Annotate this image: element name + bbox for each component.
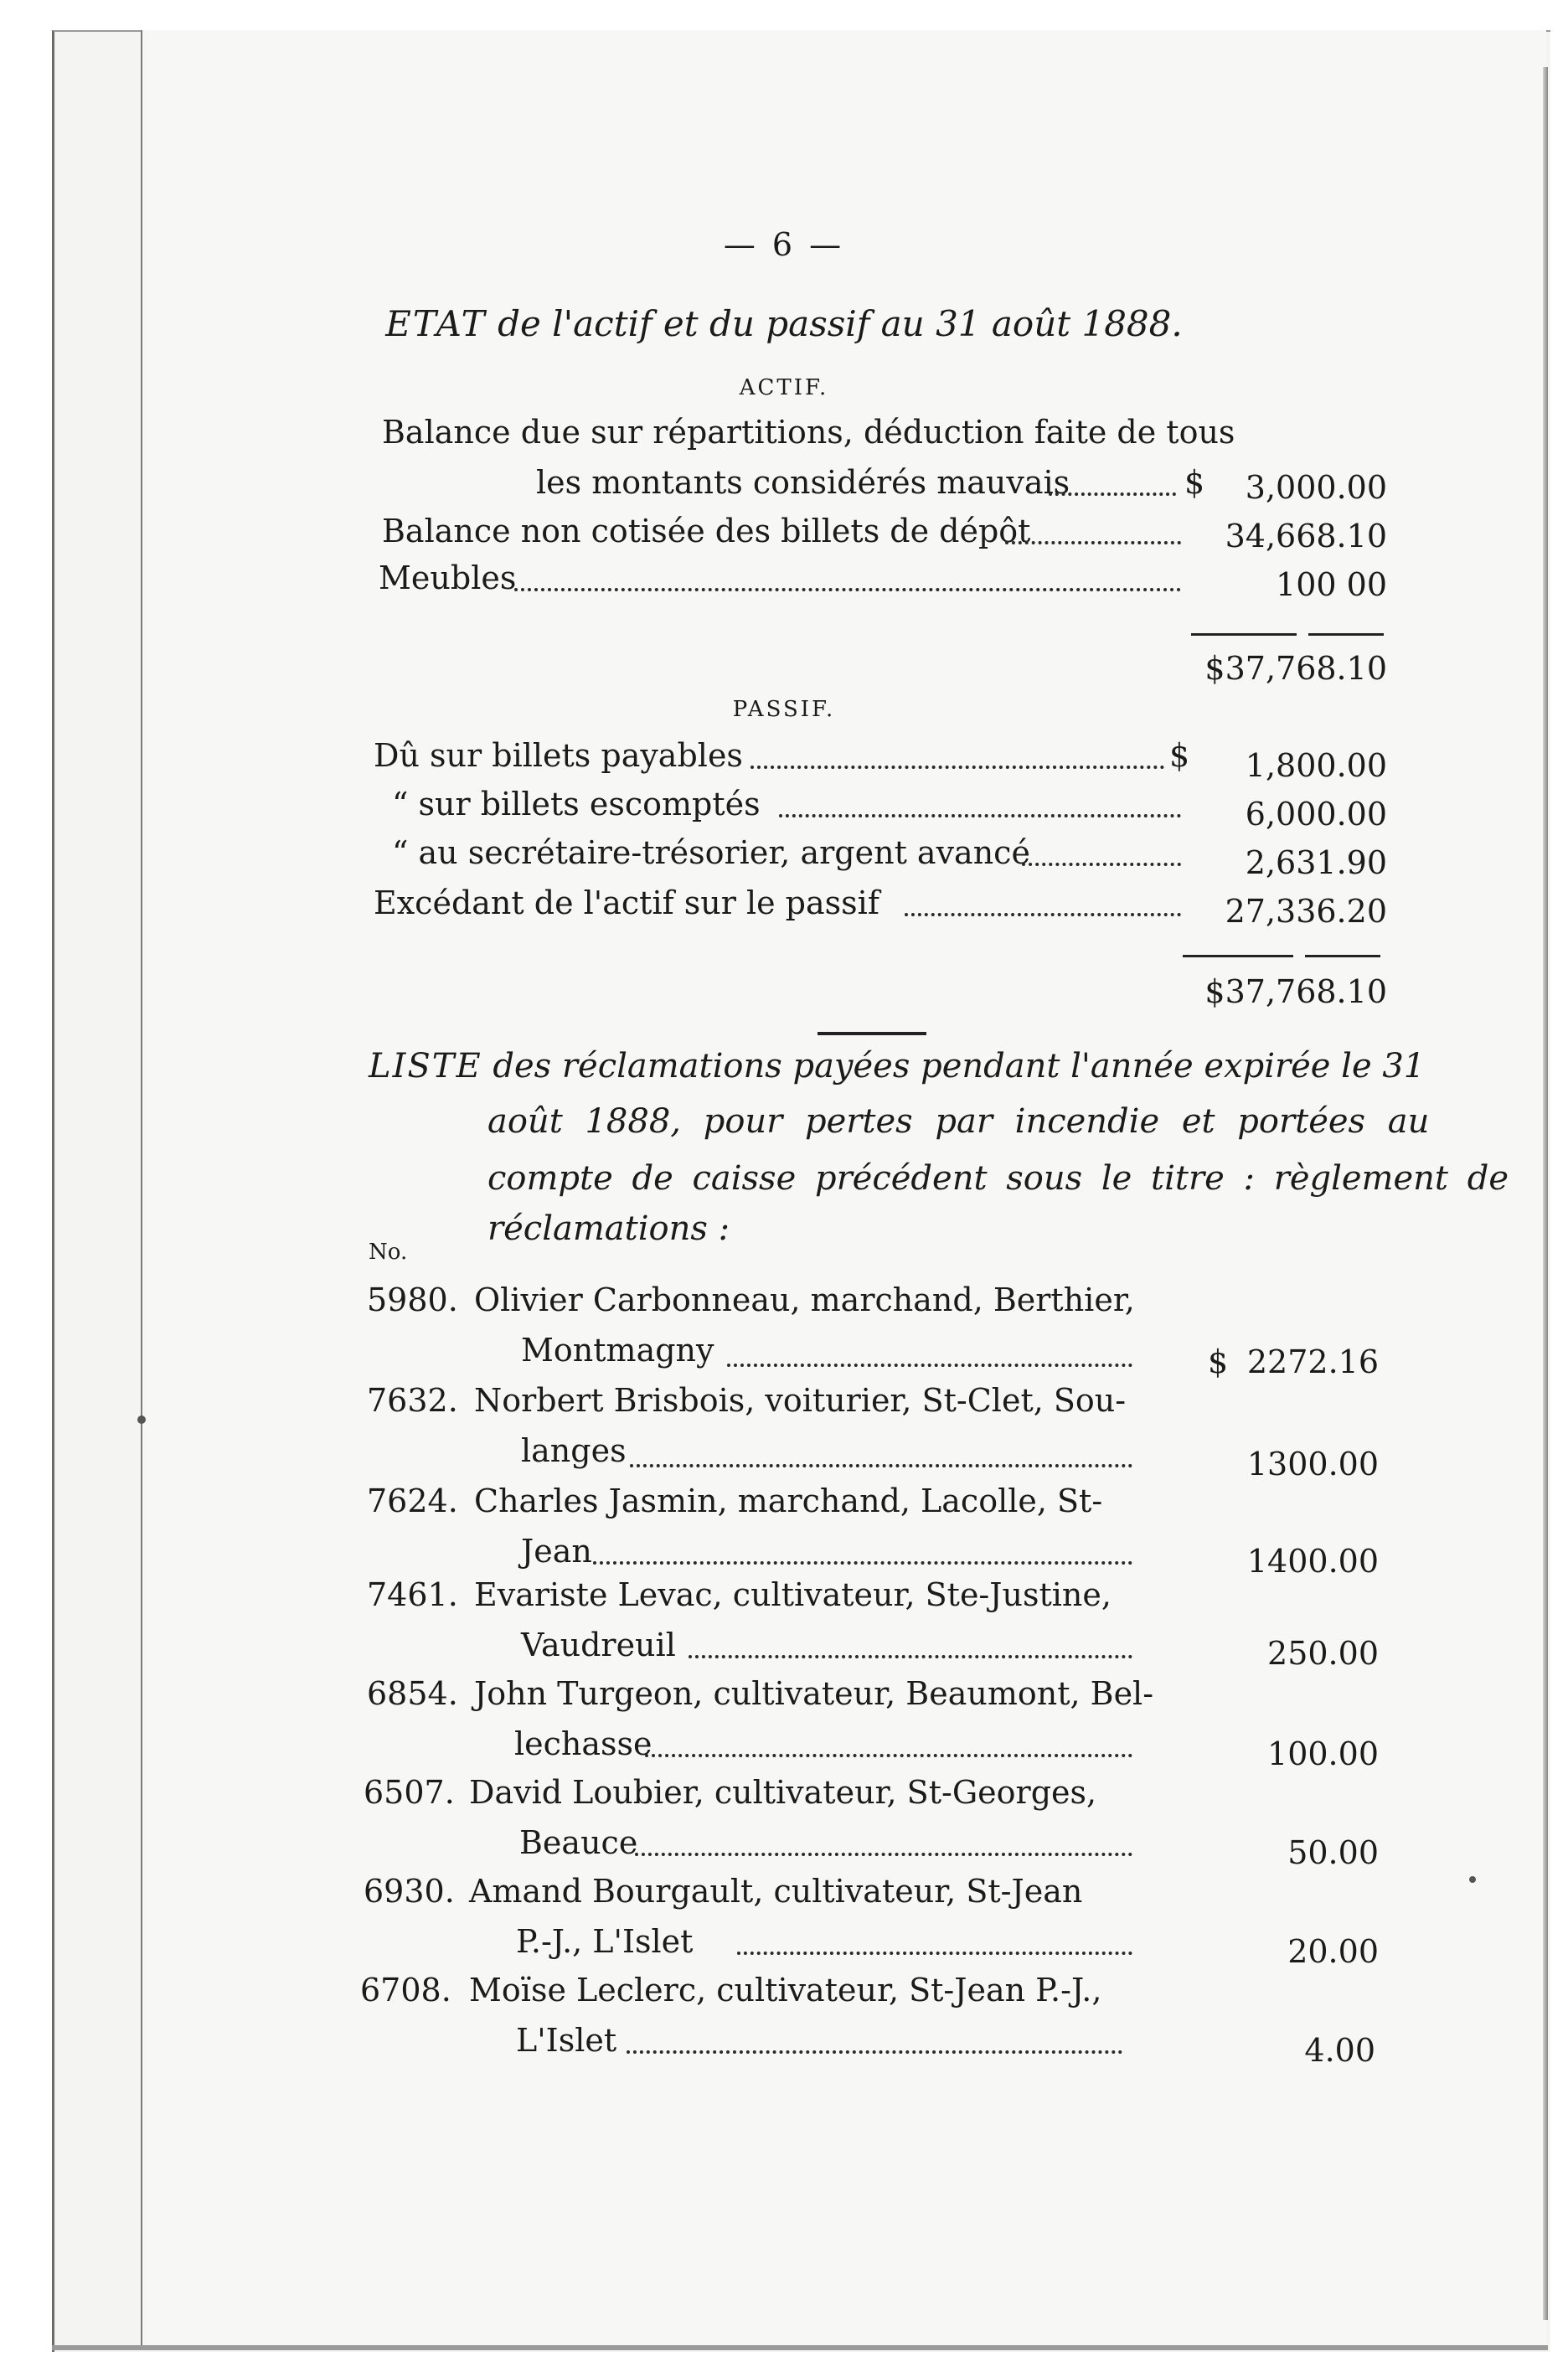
claim-amount: 1400.00 bbox=[1246, 1543, 1379, 1580]
claim-number: 6507. bbox=[364, 1774, 455, 1811]
passif-item-2-label: “ sur billets escomptés bbox=[392, 786, 761, 822]
passif-total: $37,768.10 bbox=[1204, 973, 1387, 1010]
liste-line-1 bbox=[369, 1047, 1425, 1085]
passif-item-4-amount: 27,336.20 bbox=[1225, 893, 1387, 930]
leader-dots bbox=[905, 913, 1181, 916]
claim-number: 5980. bbox=[367, 1281, 458, 1318]
claim-line-1: Moïse Leclerc, cultivateur, St-Jean P.-J., bbox=[469, 1972, 1102, 2008]
passif-item-1-label: Dû sur billets payables bbox=[374, 737, 743, 774]
claim-number: 7461. bbox=[367, 1576, 458, 1613]
claim-line-2: P.-J., L'Islet bbox=[516, 1923, 694, 1960]
section-divider bbox=[818, 1032, 926, 1035]
total-rule bbox=[1308, 633, 1384, 636]
claim-number: 7624. bbox=[367, 1482, 458, 1519]
claim-number: 7632. bbox=[367, 1382, 458, 1419]
no-column-label: No. bbox=[369, 1240, 408, 1265]
claim-line-2: Vaudreuil bbox=[521, 1627, 676, 1663]
actif-total: $37,768.10 bbox=[1204, 650, 1387, 687]
passif-item-4-label: Excédant de l'actif sur le passif bbox=[374, 884, 879, 921]
total-rule bbox=[1305, 955, 1380, 957]
leader-dots bbox=[635, 1853, 1132, 1856]
claim-line-1: Amand Bourgault, cultivateur, St-Jean bbox=[469, 1873, 1083, 1910]
claim-amount: 250.00 bbox=[1267, 1635, 1379, 1672]
passif-item-3-amount: 2,631.90 bbox=[1245, 844, 1387, 881]
claim-dollar: $ bbox=[1208, 1343, 1229, 1380]
claim-line-1: David Loubier, cultivateur, St-Georges, bbox=[469, 1774, 1097, 1811]
claim-amount: 20.00 bbox=[1287, 1933, 1379, 1970]
passif-item-2-amount: 6,000.00 bbox=[1245, 796, 1387, 833]
claim-number: 6854. bbox=[367, 1675, 458, 1712]
claim-line-2: Montmagny bbox=[521, 1332, 714, 1369]
claim-line-1: Charles Jasmin, marchand, Lacolle, St- bbox=[474, 1482, 1103, 1519]
actif-item-3-label: Meubles bbox=[379, 559, 517, 596]
statement-title bbox=[0, 303, 1568, 344]
title-rest: de l'actif et du passif au 31 août 1888. bbox=[498, 303, 1183, 344]
passif-item-1-amount: 1,800.00 bbox=[1245, 747, 1387, 784]
claim-line-1: Evariste Levac, cultivateur, Ste-Justine, bbox=[474, 1576, 1112, 1613]
leader-dots bbox=[514, 588, 1181, 591]
leader-dots bbox=[593, 1561, 1132, 1565]
leader-dots bbox=[750, 766, 1164, 769]
claim-line-2: L'Islet bbox=[516, 2022, 617, 2059]
leader-dots bbox=[1022, 863, 1181, 866]
leader-dots bbox=[645, 1754, 1132, 1757]
claim-amount: 2272.16 bbox=[1246, 1343, 1379, 1380]
leader-dots bbox=[727, 1364, 1132, 1367]
claim-line-1: Norbert Brisbois, voiturier, St-Clet, Sou- bbox=[474, 1382, 1127, 1419]
claim-line-2: langes bbox=[521, 1432, 627, 1469]
actif-item-1-line2: les montants considérés mauvais bbox=[536, 464, 1070, 501]
claim-line-1: Olivier Carbonneau, marchand, Berthier, bbox=[474, 1281, 1135, 1318]
passif-item-3-label: “ au secrétaire-trésorier, argent avancé bbox=[392, 834, 1030, 871]
actif-item-1-amount: 3,000.00 bbox=[1245, 469, 1387, 506]
total-rule bbox=[1191, 633, 1297, 636]
leader-dots bbox=[630, 1464, 1132, 1467]
leader-dots bbox=[737, 1952, 1132, 1955]
title-caps: ETAT bbox=[385, 303, 487, 344]
claim-number: 6708. bbox=[360, 1972, 451, 2008]
leader-dots bbox=[1049, 492, 1176, 496]
leader-dots bbox=[627, 2050, 1122, 2054]
claim-line-1: John Turgeon, cultivateur, Beaumont, Bel- bbox=[474, 1675, 1154, 1712]
leader-dots bbox=[779, 814, 1181, 817]
claim-line-2: Beauce bbox=[519, 1824, 638, 1861]
actif-item-1-line1: Balance due sur répartitions, déduction faite de tous bbox=[382, 414, 1235, 451]
total-rule bbox=[1183, 955, 1293, 957]
leader-dots bbox=[1005, 541, 1181, 544]
actif-item-3-amount: 100 00 bbox=[1276, 566, 1387, 603]
claim-amount: 50.00 bbox=[1287, 1834, 1379, 1871]
liste-line-2: août 1888, pour pertes par incendie et portées au bbox=[487, 1102, 1430, 1141]
passif-item-1-dollar: $ bbox=[1169, 737, 1190, 774]
claim-amount: 100.00 bbox=[1267, 1735, 1379, 1772]
liste-line-4: réclamations : bbox=[487, 1209, 730, 1248]
leader-dots bbox=[689, 1655, 1132, 1658]
claim-line-2: Jean bbox=[521, 1533, 592, 1570]
liste-line1-text: des réclamations payées pendant l'année expirée le 31 bbox=[493, 1047, 1426, 1085]
liste-line-3: compte de caisse précédent sous le titre : règlement de bbox=[487, 1159, 1509, 1198]
claim-line-2: lechasse bbox=[514, 1725, 652, 1762]
actif-item-2-label: Balance non cotisée des billets de dépôt bbox=[382, 513, 1031, 549]
claim-amount: 4.00 bbox=[1304, 2032, 1375, 2069]
liste-caps: LISTE bbox=[369, 1047, 482, 1085]
passif-heading: PASSIF. bbox=[732, 697, 836, 722]
page-number: — 6 — bbox=[723, 226, 845, 263]
actif-item-2-amount: 34,668.10 bbox=[1225, 518, 1387, 554]
claim-number: 6930. bbox=[364, 1873, 455, 1910]
claim-amount: 1300.00 bbox=[1246, 1446, 1379, 1482]
actif-heading: ACTIF. bbox=[739, 375, 829, 400]
actif-item-1-dollar: $ bbox=[1184, 464, 1205, 501]
